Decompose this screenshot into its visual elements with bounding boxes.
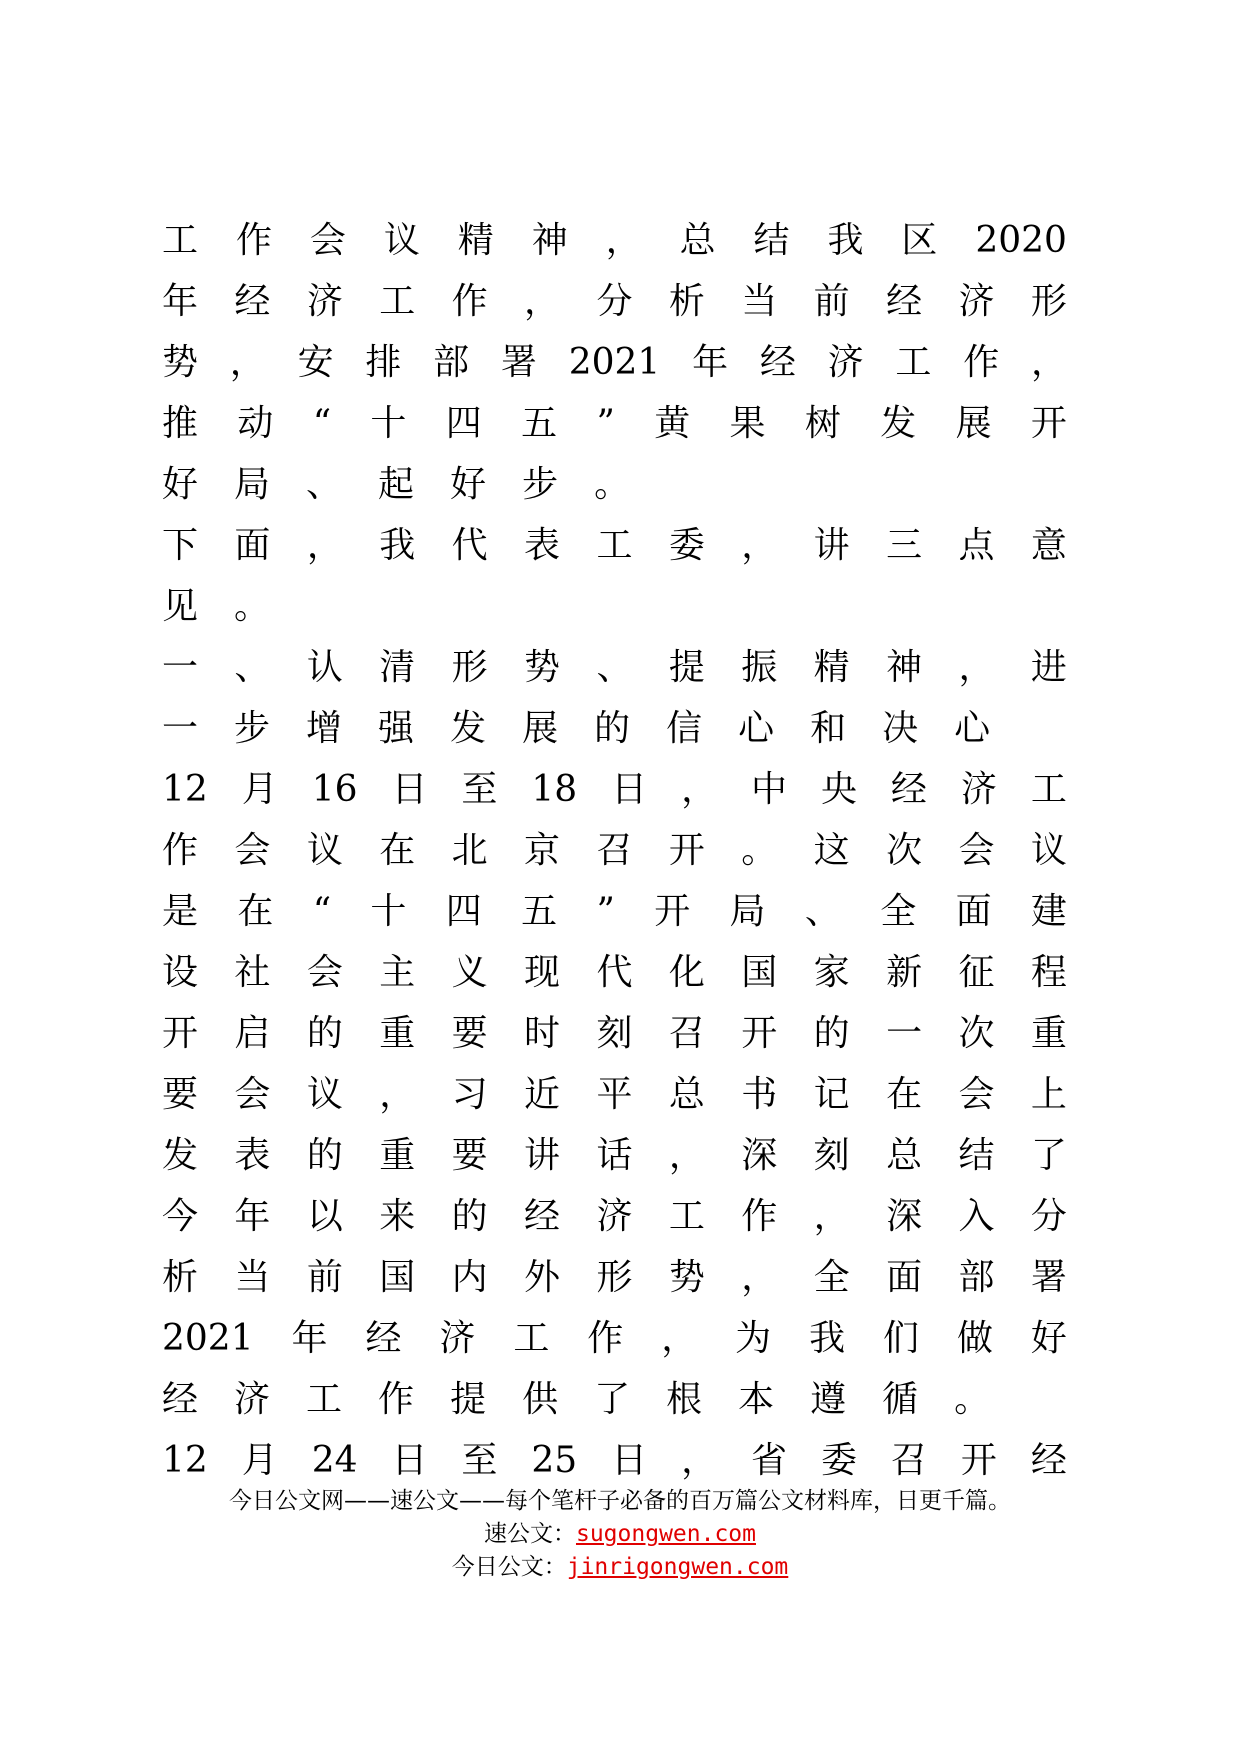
text-token: 部 [958,1257,995,1298]
text-token: ， [605,220,642,261]
text-token: 提 [450,1379,487,1420]
text-token: 。 [594,464,631,505]
text-token: 形 [596,1257,633,1298]
text-token: 日 [611,769,648,810]
text-token: 安 [297,342,334,383]
text-token: 好 [450,464,487,505]
text-token: 工 [895,342,932,383]
text-token: 日 [391,769,428,810]
text-line [162,1125,1067,1186]
text-token: 循 [882,1379,919,1420]
text-token: 的 [306,1013,343,1054]
text-token: 至 [461,1440,498,1481]
text-token: 信 [666,708,703,749]
text-token: 建 [1030,891,1067,932]
text-token: 要 [451,1013,488,1054]
text-token: 上 [1030,1074,1067,1115]
text-token: 认 [306,647,343,688]
text-token: 重 [1030,1013,1067,1054]
text-token: “ [312,891,332,932]
text-token: 面 [886,1257,923,1298]
text-token: 习 [451,1074,488,1115]
text-token: 记 [813,1074,850,1115]
footer-tagline-text: 今日公文网——速公文——每个笔杆子必备的百万篇公文材料库，日更千篇。 [229,1488,1011,1514]
text-token: 十 [370,403,407,444]
text-token: 清 [379,647,416,688]
text-token: 在 [886,1074,923,1115]
text-token: 在 [237,891,274,932]
text-token: 次 [886,830,923,871]
text-token: 的 [451,1196,488,1237]
text-token: 推 [162,403,199,444]
text-token: 经 [524,1196,561,1237]
text-token: 振 [741,647,778,688]
footer-sugongwen-label: 速公文： [483,1521,576,1547]
text-token: 经 [162,1379,199,1420]
text-token: 内 [451,1257,488,1298]
text-line [162,759,1067,820]
text-token: 委 [668,525,705,566]
text-token: ， [306,525,343,566]
text-token: 外 [524,1257,561,1298]
footer-jinrigongwen-label: 今日公文： [451,1554,567,1580]
text-token: 国 [741,952,778,993]
footer-sugongwen [0,1515,1240,1548]
text-token: 日 [611,1440,648,1481]
text-line [162,1186,1067,1247]
text-token: 年 [234,1196,271,1237]
text-token: 势 [524,647,561,688]
text-token: 会 [306,952,343,993]
text-line [162,393,1067,454]
text-token: 总 [886,1135,923,1176]
text-token: 析 [668,281,705,322]
text-token: 次 [958,1013,995,1054]
text-token: 会 [234,1074,271,1115]
text-token: 经 [759,342,796,383]
text-token: 强 [378,708,415,749]
text-token: 提 [668,647,705,688]
text-token: 工 [513,1318,550,1359]
text-token: 讲 [813,525,850,566]
text-token: 作 [741,1196,778,1237]
text-token: 委 [820,1440,857,1481]
text-token: 代 [451,525,488,566]
text-line [162,1369,1067,1430]
text-token: 步 [522,464,559,505]
text-token: 为 [735,1318,772,1359]
text-token: 作 [162,830,199,871]
text-token: 今 [162,1196,199,1237]
text-token: 经 [234,281,271,322]
text-token: 会 [958,830,995,871]
text-token: 根 [666,1379,703,1420]
text-token: 济 [596,1196,633,1237]
text-token: 经 [890,769,927,810]
text-token: 平 [596,1074,633,1115]
text-token: 。 [954,1379,991,1420]
text-token: 前 [813,281,850,322]
text-token: 召 [596,830,633,871]
text-token: 署 [500,342,537,383]
text-token: ， [661,1318,698,1359]
text-token: 开 [1030,403,1067,444]
text-token: ” [596,891,615,932]
text-line [162,637,1067,698]
text-token: 当 [234,1257,271,1298]
text-token: 16 [311,769,358,810]
text-token: 神 [531,220,568,261]
text-token: 增 [306,708,343,749]
text-token: 书 [741,1074,778,1115]
text-token: 央 [820,769,857,810]
text-token: 。 [741,830,778,871]
text-token: 前 [306,1257,343,1298]
text-token: 议 [306,830,343,871]
text-token: 北 [451,830,488,871]
text-token: 发 [162,1135,199,1176]
text-token: 作 [378,1379,415,1420]
text-token: 析 [162,1257,199,1298]
text-token: ， [681,769,718,810]
text-token: 议 [383,220,420,261]
text-token: 动 [237,403,274,444]
text-token: 深 [886,1196,923,1237]
text-token: 以 [306,1196,343,1237]
text-token: 分 [1030,1196,1067,1237]
text-line [162,1003,1067,1064]
text-line [162,1308,1067,1369]
text-token: 精 [457,220,494,261]
text-token: “ [312,403,332,444]
text-token: 时 [524,1013,561,1054]
text-token: 分 [596,281,633,322]
text-token: 月 [241,1440,278,1481]
text-token: ， [229,342,266,383]
text-token: 点 [958,525,995,566]
text-line [162,576,1067,637]
text-token: 中 [751,769,788,810]
text-token: 精 [813,647,850,688]
text-token: 全 [813,1257,850,1298]
text-token: 、 [234,647,271,688]
text-token: 话 [596,1135,633,1176]
text-token: 面 [955,891,992,932]
text-token: 设 [162,952,199,993]
text-token: 刻 [813,1135,850,1176]
text-token: 这 [813,830,850,871]
text-token: 决 [882,708,919,749]
jinrigongwen-link[interactable]: jinrigongwen.com [566,1554,789,1580]
text-token: 开 [654,891,691,932]
text-token: 我 [827,220,864,261]
text-token: 总 [668,1074,705,1115]
text-token: 2020 [975,220,1067,261]
text-token: 经 [1030,1440,1067,1481]
text-token: 表 [524,525,561,566]
text-token: 下 [162,525,199,566]
text-token: ， [741,525,778,566]
text-token: 结 [958,1135,995,1176]
text-token: 12 [162,1440,208,1481]
text-token: 总 [679,220,716,261]
text-token: 新 [886,952,923,993]
text-token: 开 [741,1013,778,1054]
text-token: 和 [810,708,847,749]
text-token: 见 [162,586,199,627]
text-token: 全 [880,891,917,932]
text-token: 我 [809,1318,846,1359]
text-token: ， [958,647,995,688]
text-token: ， [668,1135,705,1176]
text-token: 程 [1030,952,1067,993]
text-token: 作 [587,1318,624,1359]
text-token: 一 [886,1013,923,1054]
text-token: 来 [379,1196,416,1237]
text-token: 京 [524,830,561,871]
text-token: 形 [451,647,488,688]
text-line [162,1247,1067,1308]
text-token: 的 [813,1013,850,1054]
text-token: 了 [594,1379,631,1420]
text-token: 工 [668,1196,705,1237]
text-token: 我 [379,525,416,566]
text-token: 部 [433,342,470,383]
sugongwen-link[interactable]: sugongwen.com [575,1521,756,1547]
text-token: 济 [234,1379,271,1420]
text-line [162,1064,1067,1125]
text-token: 经 [365,1318,402,1359]
text-token: 近 [524,1074,561,1115]
text-line [162,698,1067,759]
text-token: 作 [451,281,488,322]
text-token: 排 [365,342,402,383]
text-token: 好 [1030,1318,1067,1359]
text-token: 至 [461,769,498,810]
text-line [162,271,1067,332]
text-line [162,454,1067,515]
text-token: 势 [668,1257,705,1298]
text-token: 济 [306,281,343,322]
text-token: 工 [162,220,199,261]
text-token: 济 [439,1318,476,1359]
text-token: 济 [827,342,864,383]
text-token: 重 [379,1013,416,1054]
text-token: 2021 [568,342,661,383]
text-token: 作 [235,220,272,261]
footer-jinrigongwen [0,1548,1240,1581]
text-line [162,820,1067,881]
text-token: 会 [309,220,346,261]
text-token: 了 [1030,1135,1067,1176]
text-token: 在 [379,830,416,871]
text-token: 2021 [162,1318,254,1359]
text-token: 要 [162,1074,199,1115]
text-token: 刻 [596,1013,633,1054]
text-token: 12 [162,769,208,810]
text-token: 局 [234,464,271,505]
text-token: 年 [692,342,729,383]
text-token: 工 [306,1379,343,1420]
text-token: 讲 [524,1135,561,1176]
text-token: 、 [596,647,633,688]
text-token: ， [681,1440,718,1481]
text-line [162,332,1067,393]
text-token: 国 [379,1257,416,1298]
text-token: 供 [522,1379,559,1420]
text-line [162,942,1067,1003]
text-line [162,881,1067,942]
text-token: 局 [729,891,766,932]
text-token: 、 [306,464,343,505]
text-token: 省 [751,1440,788,1481]
text-token: 社 [234,952,271,993]
text-token: 深 [741,1135,778,1176]
text-token: 本 [738,1379,775,1420]
text-token: 义 [451,952,488,993]
text-token: 年 [291,1318,328,1359]
text-token: 五 [521,403,558,444]
text-token: 启 [234,1013,271,1054]
text-token: 四 [445,891,482,932]
text-token: 18 [531,769,578,810]
text-token: 区 [901,220,938,261]
text-token: 现 [524,952,561,993]
text-token: 果 [729,403,766,444]
text-token: 代 [596,952,633,993]
text-token: 作 [963,342,1000,383]
text-token: 入 [958,1196,995,1237]
text-token: 会 [958,1074,995,1115]
text-token: 起 [378,464,415,505]
text-token: ， [379,1074,416,1115]
text-token: 主 [379,952,416,993]
text-token: 工 [596,525,633,566]
text-token: 面 [234,525,271,566]
text-token: 工 [379,281,416,322]
text-token: 24 [311,1440,358,1481]
text-token: 经 [886,281,923,322]
text-token: 当 [741,281,778,322]
text-token: ， [741,1257,778,1298]
text-token: 化 [668,952,705,993]
text-token: 心 [738,708,775,749]
text-token: ” [596,403,615,444]
text-token: 济 [960,769,997,810]
text-token: 开 [668,830,705,871]
text-line [162,210,1067,271]
text-token: 四 [445,403,482,444]
text-token: 五 [521,891,558,932]
text-token: 们 [883,1318,920,1359]
text-token: 展 [522,708,559,749]
text-token: 一 [162,647,199,688]
text-token: 好 [162,464,199,505]
text-token: 心 [954,708,991,749]
text-token: 开 [162,1013,199,1054]
text-token: 一 [162,708,199,749]
text-token: 遵 [810,1379,847,1420]
text-token: ， [813,1196,850,1237]
text-token: 。 [234,586,271,627]
text-token: 征 [958,952,995,993]
text-token: 势 [162,342,199,383]
text-token: ， [524,281,561,322]
text-token: 形 [1030,281,1067,322]
text-token: 会 [234,830,271,871]
text-line [162,515,1067,576]
text-token: 展 [955,403,992,444]
text-token: 重 [379,1135,416,1176]
text-token: 三 [886,525,923,566]
text-token: 召 [890,1440,927,1481]
text-token: 议 [306,1074,343,1115]
text-token: 、 [804,891,841,932]
text-token: ， [1030,342,1067,383]
document-body [162,210,1067,1491]
text-token: 是 [162,891,199,932]
text-token: 署 [1030,1257,1067,1298]
text-token: 要 [451,1135,488,1176]
text-token: 做 [956,1318,993,1359]
text-token: 的 [306,1135,343,1176]
text-token: 发 [450,708,487,749]
text-token: 工 [1030,769,1067,810]
text-token: 家 [813,952,850,993]
text-token: 十 [370,891,407,932]
text-token: 意 [1030,525,1067,566]
text-token: 的 [594,708,631,749]
text-token: 召 [668,1013,705,1054]
text-token: 发 [880,403,917,444]
text-token: 月 [241,769,278,810]
text-token: 日 [391,1440,428,1481]
text-token: 进 [1030,647,1067,688]
text-token: 神 [886,647,923,688]
text-token: 25 [531,1440,578,1481]
text-token: 年 [162,281,199,322]
text-token: 济 [958,281,995,322]
text-token: 树 [804,403,841,444]
text-token: 黄 [654,403,691,444]
text-token: 步 [234,708,271,749]
footer-tagline [0,1482,1240,1515]
text-token: 表 [234,1135,271,1176]
text-token: 开 [960,1440,997,1481]
text-token: 结 [753,220,790,261]
text-token: 议 [1030,830,1067,871]
